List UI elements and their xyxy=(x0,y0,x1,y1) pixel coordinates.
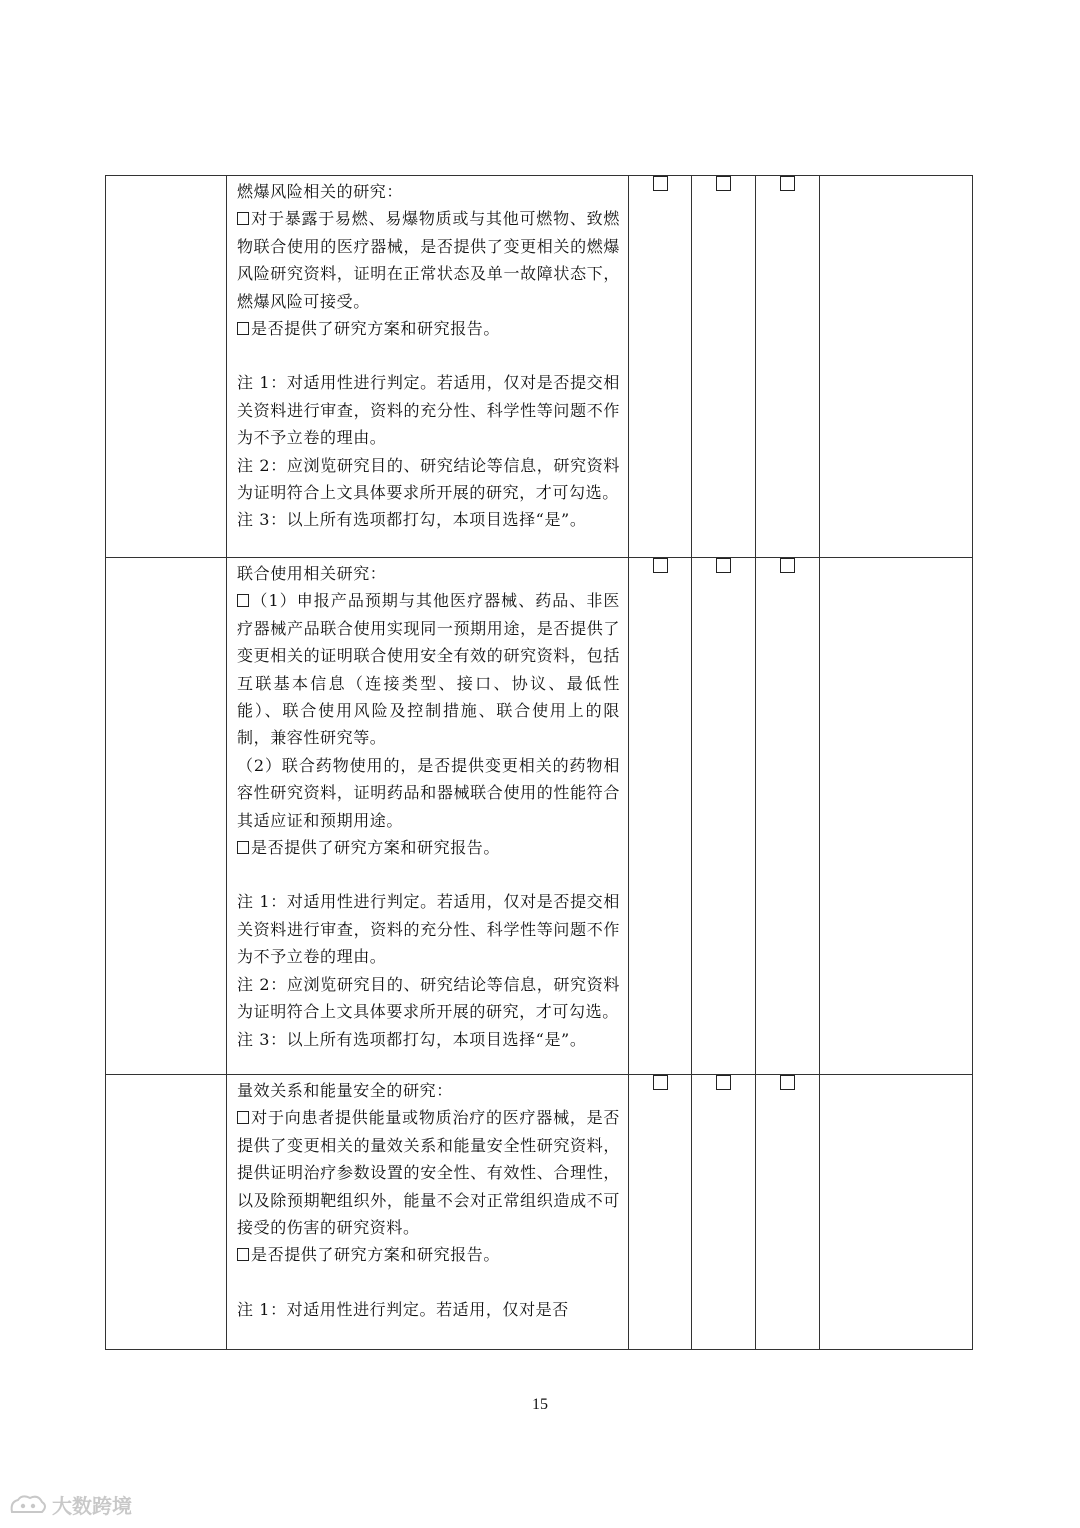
option-cell xyxy=(629,558,692,1075)
checkbox-icon[interactable] xyxy=(237,322,249,335)
option-cell xyxy=(756,176,820,558)
watermark-logo-icon xyxy=(8,1492,48,1518)
table-row xyxy=(106,558,973,1075)
option-cell xyxy=(629,176,692,558)
requirement-text: （1）申报产品预期与其他医疗器械、药品、非医疗器械产品联合使用实现同一预期用途，是否提供了变更相关的证明联合使用安全有效的研究资料，包括互联基本信息（连接类型、接口、协议、最低性能）、联合使用风险及控制措施、联合使用上的限制，兼容性研究等。 xyxy=(237,591,620,748)
remarks-cell xyxy=(820,558,973,1075)
note-text: 注 1：对适用性进行判定。若适用，仅对是否提交相关资料进行审查，资料的充分性、科学性等问题不作为不予立卷的理由。 xyxy=(237,373,620,448)
option-cell xyxy=(692,1075,756,1350)
option-cell xyxy=(692,176,756,558)
checkbox-icon[interactable] xyxy=(237,594,249,607)
requirement-text: 是否提供了研究方案和研究报告。 xyxy=(251,1245,501,1265)
checkbox-icon[interactable] xyxy=(780,1075,795,1090)
checkbox-icon[interactable] xyxy=(716,558,731,573)
requirement-cell xyxy=(227,176,629,558)
checkbox-icon[interactable] xyxy=(780,176,795,191)
option-cell xyxy=(756,1075,820,1350)
watermark xyxy=(8,1490,132,1519)
table-row xyxy=(106,176,973,558)
note-text: 注 2：应浏览研究目的、研究结论等信息，研究资料为证明符合上文具体要求所开展的研究，才可勾选。 xyxy=(237,455,620,503)
requirement-cell xyxy=(227,1075,629,1350)
checkbox-icon[interactable] xyxy=(716,176,731,191)
option-cell xyxy=(629,1075,692,1350)
section-title: 联合使用相关研究： xyxy=(237,564,387,583)
requirement-text: 对于向患者提供能量或物质治疗的医疗器械，是否提供了变更相关的量效关系和能量安全性研究资料，提供证明治疗参数设置的安全性、有效性、合理性，以及除预期靶组织外，能量不会对正常组织造成不可接受的伤害的研究资料。 xyxy=(237,1108,620,1238)
checkbox-icon[interactable] xyxy=(780,558,795,573)
requirement-text: 是否提供了研究方案和研究报告。 xyxy=(251,319,501,339)
note-text: 注 3：以上所有选项都打勾，本项目选择“是”。 xyxy=(237,510,587,530)
category-cell xyxy=(106,558,227,1075)
remarks-cell xyxy=(820,1075,973,1350)
checkbox-icon[interactable] xyxy=(237,1111,249,1124)
note-text: 注 1：对适用性进行判定。若适用，仅对是否提交相关资料进行审查，资料的充分性、科学性等问题不作为不予立卷的理由。 xyxy=(237,892,620,967)
table-row xyxy=(106,1075,973,1350)
checkbox-icon[interactable] xyxy=(716,1075,731,1090)
checkbox-icon[interactable] xyxy=(653,558,668,573)
category-cell xyxy=(106,1075,227,1350)
page-number: 15 xyxy=(532,1396,548,1413)
requirement-text: （2）联合药物使用的，是否提供变更相关的药物相容性研究资料，证明药品和器械联合使用的性能符合其适应证和预期用途。 xyxy=(237,755,620,830)
section-title: 量效关系和能量安全的研究： xyxy=(237,1081,453,1100)
watermark-text: 大数跨境 xyxy=(52,1494,132,1518)
note-text: 注 1：对适用性进行判定。若适用，仅对是否 xyxy=(237,1299,569,1319)
option-cell xyxy=(692,558,756,1075)
requirement-cell xyxy=(227,558,629,1075)
review-checklist-table xyxy=(105,175,973,1350)
checkbox-icon[interactable] xyxy=(237,841,249,854)
checkbox-icon[interactable] xyxy=(653,176,668,191)
note-text: 注 2：应浏览研究目的、研究结论等信息，研究资料为证明符合上文具体要求所开展的研究，才可勾选。 xyxy=(237,974,620,1022)
category-cell xyxy=(106,176,227,558)
requirement-text: 是否提供了研究方案和研究报告。 xyxy=(251,838,501,858)
checkbox-icon[interactable] xyxy=(237,1248,249,1261)
option-cell xyxy=(756,558,820,1075)
remarks-cell xyxy=(820,176,973,558)
checkbox-icon[interactable] xyxy=(653,1075,668,1090)
checkbox-icon[interactable] xyxy=(237,212,249,225)
section-title: 燃爆风险相关的研究： xyxy=(237,182,404,201)
requirement-text: 对于暴露于易燃、易爆物质或与其他可燃物、致燃物联合使用的医疗器械，是否提供了变更相关的燃爆风险研究资料，证明在正常状态及单一故障状态下，燃爆风险可接受。 xyxy=(237,209,620,311)
note-text: 注 3：以上所有选项都打勾，本项目选择“是”。 xyxy=(237,1029,587,1049)
